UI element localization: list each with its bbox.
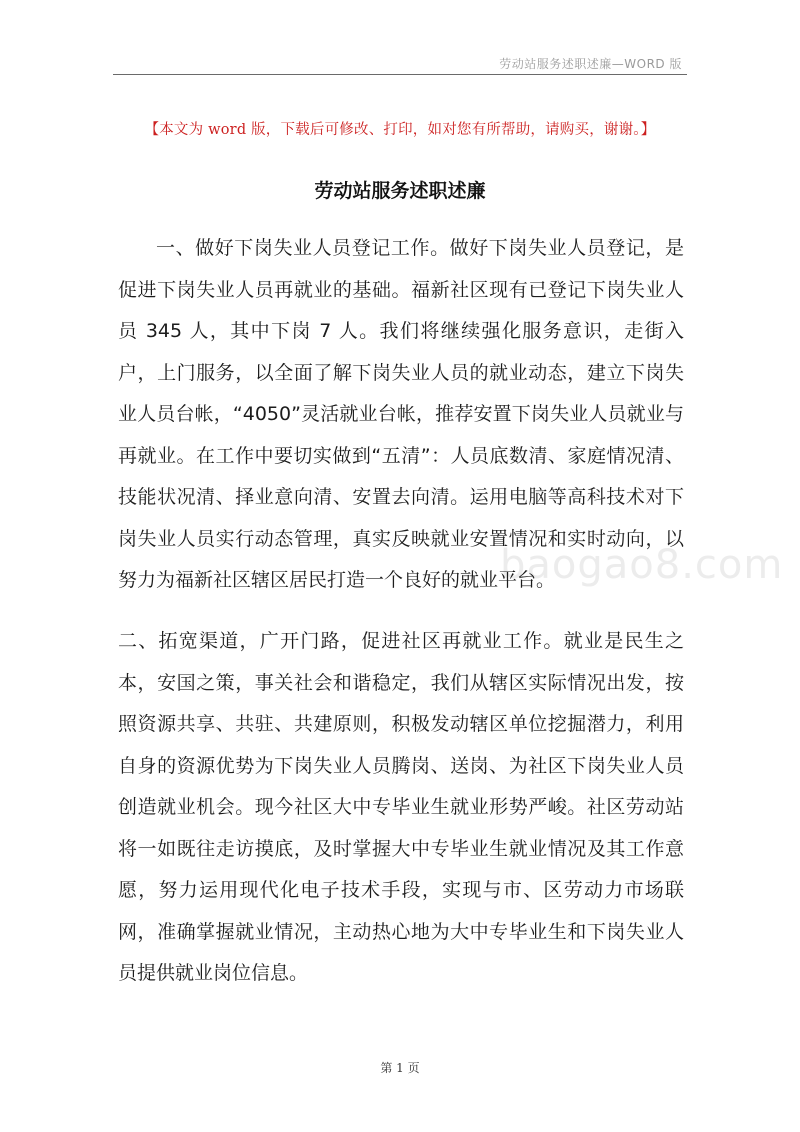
document-title: 劳动站服务述职述廉 — [314, 180, 486, 202]
download-notice: 【本文为 word 版，下载后可修改、打印，如对您有所帮助，请购买，谢谢。】 — [144, 122, 656, 138]
watermark: baogao8.com — [500, 542, 784, 588]
header-divider — [113, 74, 687, 75]
page-number: 第 1 页 — [380, 1061, 420, 1075]
paragraph-2: 二、拓宽渠道，广开门路，促进社区再就业工作。就业是民生之本，安国之策，事关社会和谐稳定，我们从辖区实际情况出发，按照资源共享、共驻、共建原则，积极发动辖区单位挖掘潜力，利用自身的资源优势为下岗失业人员腾岗、送岗、为社区下岗失业人员创造就业机会。现今社区大中专毕业生就业形势严峻。社区劳动站将一如既往走访摸底，及时掌握大中专毕业生就业情况及其工作意愿，努力运用现代化电子技术手段，实现与市、区劳动力市场联网，准确掌握就业情况，主动热心地为大中专毕业生和下岗失业人员提供就业岗位信息。 — [118, 630, 684, 984]
running-header: 劳动站服务述职述廉—WORD 版 — [499, 57, 682, 71]
paragraph-1: 一、做好下岗失业人员登记工作。做好下岗失业人员登记，是促进下岗失业人员再就业的基础。福新社区现有已登记下岗失业人员 345 人，其中下岗 7 人。我们将继续强化服务意识，走街入户，上门服务，以全面了解下岗失业人员的就业动态，建立下岗失业人员台帐，“4050”灵活就业台帐，推荐安置下岗失业人员就业与再就业。在工作中要切实做到“五清”：人员底数清、家庭情况清、技能状况清、择业意向清、安置去向清。运用电脑等高科技术对下岗失业人员实行动态管理，真实反映就业安置情况和实时动向，以努力为福新社区辖区居民打造一个良好的就业平台。 — [118, 237, 684, 591]
